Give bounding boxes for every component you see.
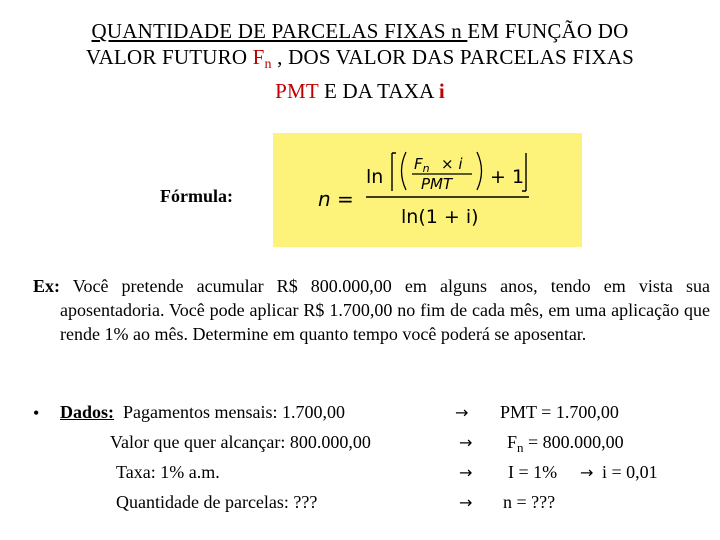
dados-right-2: $F_n = 800.000,00$ [507,432,624,455]
title-line-3 [0,78,720,104]
left-bracket [392,153,396,191]
arrow-icon: → [580,463,594,482]
formula-plus-one: + 1 [490,166,525,188]
example-label: Ex: [33,276,60,296]
dados-right-3b: i = 0,01 [602,462,658,482]
dados-row-2: Valor que quer alcançar: 800.000,00 [110,432,371,452]
dados-row-1-label: Pagamentos mensais: 1.700,00 [123,402,345,422]
title-line1-rest: EM FUNÇÃO DO [467,19,629,43]
dados-right-1: PMT = 1.700,00 [500,402,619,422]
title-underlined-text: QUANTIDADE DE PARCELAS FIXAS n [91,19,468,43]
right-paren [477,152,482,190]
arrow-icon: → [455,403,469,422]
title-line-2 [0,44,720,78]
formula-denominator: ln(1 + i) [401,206,479,228]
dados-row-3: Taxa: 1% a.m. [116,462,220,482]
numerator-times-i: × i [441,155,463,173]
title-line2-post: , DOS VALOR DAS PARCELAS FIXAS [271,45,635,69]
formula-lhs: n = [318,187,354,211]
arrow-icon: → [459,463,473,482]
example-text: Você pretende acumular R$ 800.000,00 em alguns anos, tendo em vista sua aposentadoria. Você pode aplicar R$ 1.700,00 no fim de cada mês, em uma aplicação que rende 1% ao mês. Determine em quanto tempo você poderá se aposentar. [60,276,710,344]
numerator-fn: $F_n$ [414,155,430,175]
arrow-icon: → [459,493,473,512]
dados-row-4: Quantidade de parcelas: ??? [116,492,318,512]
title-line3-mid: E DA TAXA [318,79,439,103]
title-i: i [438,79,445,103]
title-fn-sub: n [264,57,272,72]
dados-row-1 [60,400,345,424]
title-fn [252,45,272,72]
dados-right-3: I = 1% [508,462,558,482]
formula-ln: ln [366,166,384,188]
formula-svg [273,133,582,247]
title-pmt: PMT [275,79,319,103]
page-title [0,18,720,104]
left-paren [402,152,407,190]
dados-right-4: n = ??? [503,492,556,512]
formula-box [273,133,582,247]
bullet-icon: • [33,403,40,423]
dados-heading: Dados: [60,402,115,422]
dados-section [0,400,720,530]
title-line-1 [0,18,720,44]
formula-label: Fórmula: [160,186,233,206]
arrow-icon: → [459,433,473,452]
title-fn-var: F [252,45,265,69]
inner-pmt: PMT [421,175,453,193]
title-line2-pre: VALOR FUTURO [85,45,253,69]
example-paragraph [33,274,710,346]
